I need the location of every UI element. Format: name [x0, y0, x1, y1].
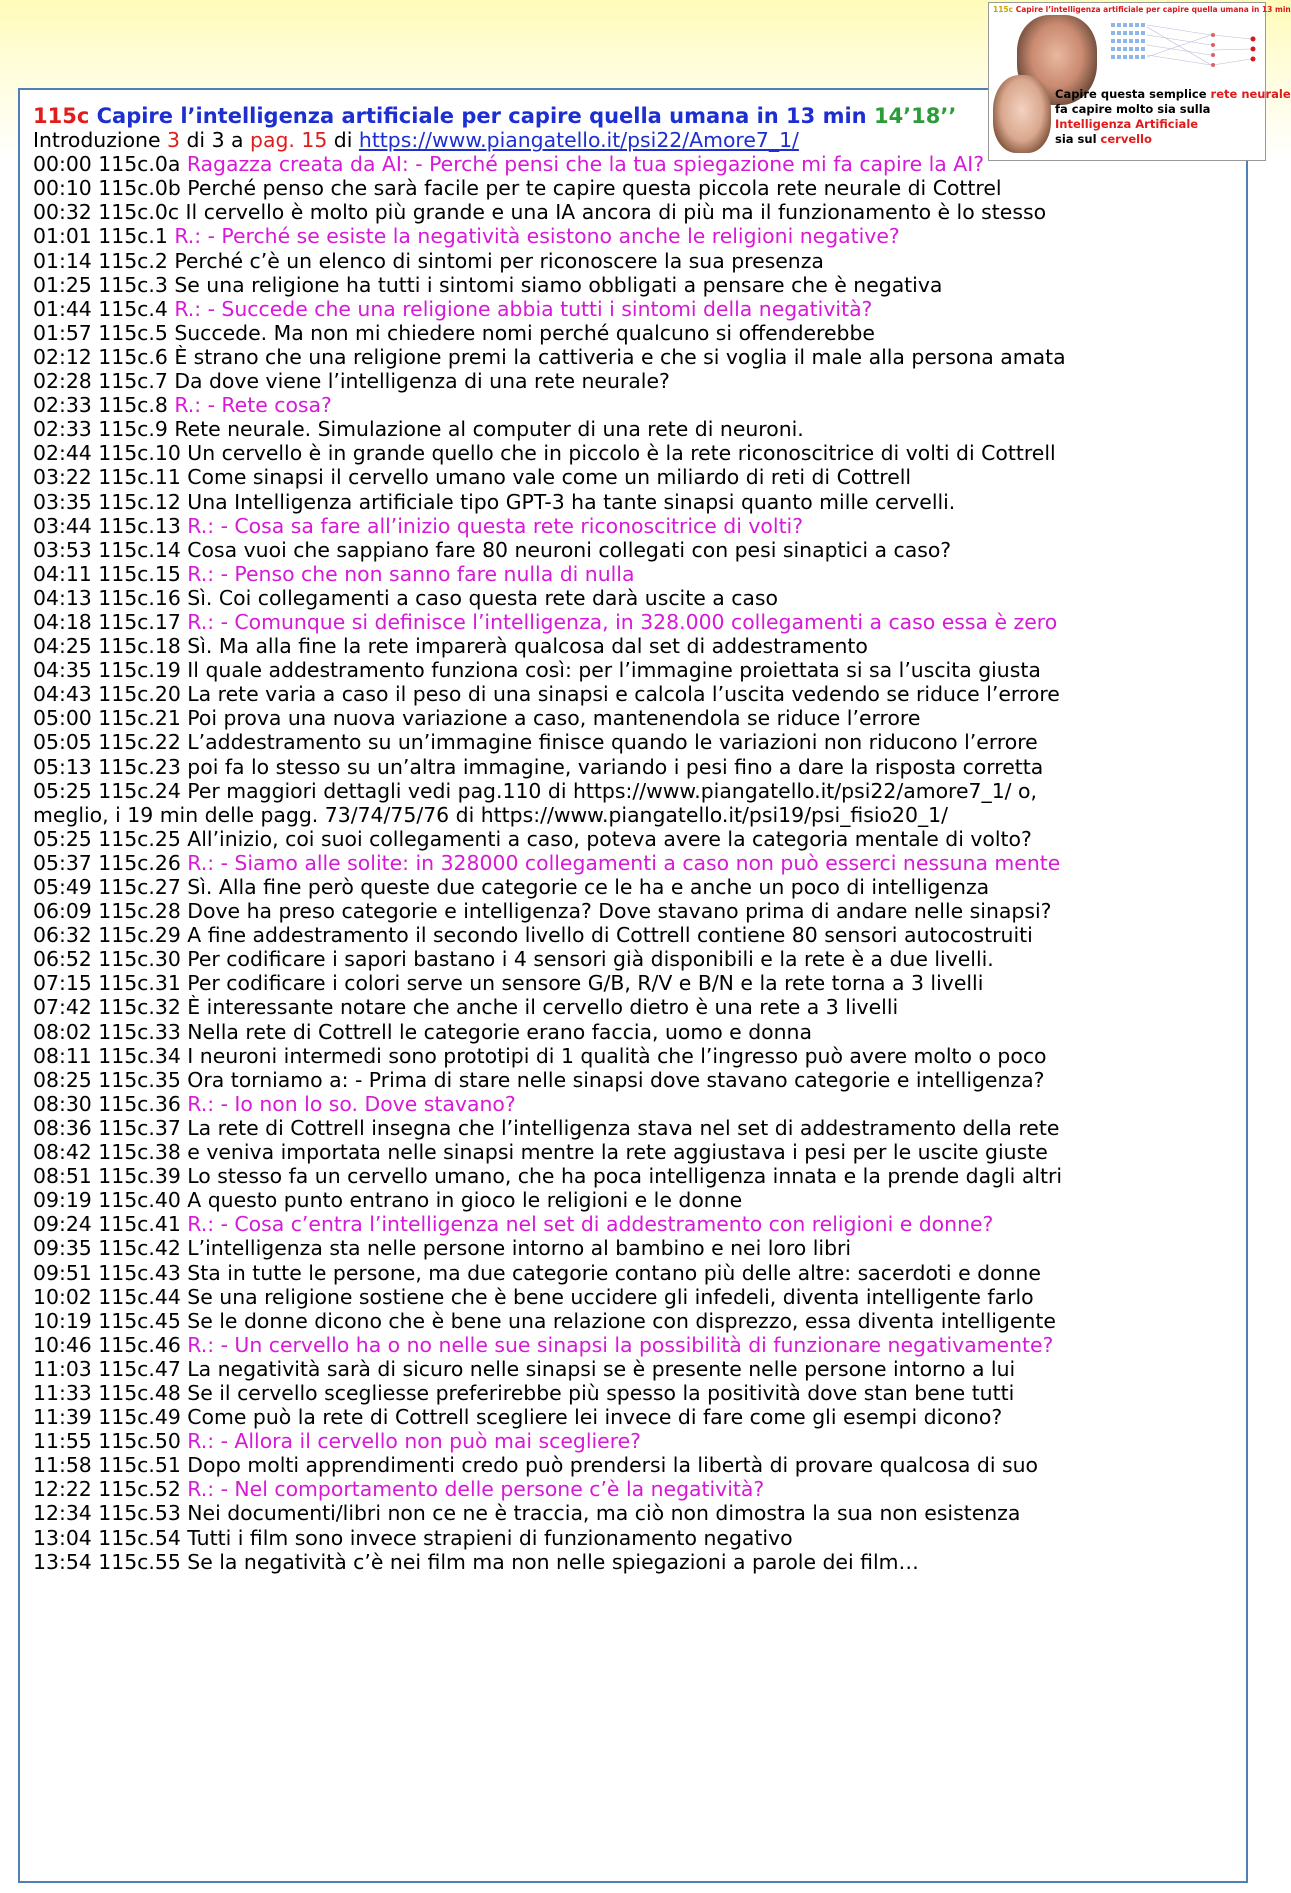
line-timestamp: 12:34 115c.53: [33, 1501, 188, 1526]
transcript-line: [33, 345, 1248, 369]
line-timestamp: 05:49 115c.27: [33, 875, 188, 899]
line-question: R.: - Penso che non sanno fare nulla di nulla: [187, 561, 635, 586]
line-timestamp: 02:12 115c.6: [33, 344, 175, 369]
transcript-line: [33, 1333, 1248, 1357]
transcript-line: [33, 152, 1248, 176]
line-timestamp: 08:42 115c.38: [33, 1140, 188, 1165]
line-timestamp: 03:22 115c.11: [33, 465, 188, 490]
line-answer: All’inizio, coi suoi collegamenti a caso, poteva avere la categoria mentale di volto?: [187, 826, 1032, 851]
line-answer: meglio, i 19 min delle pagg. 73/74/75/76 di https://www.piangatello.it/psi19/psi_fisio20_1/: [33, 802, 948, 827]
transcript-line: [33, 1357, 1248, 1381]
transcript-line: [33, 755, 1248, 779]
transcript-line: [33, 1285, 1248, 1309]
transcript-line: [33, 465, 1248, 489]
line-question: Ragazza creata da AI: - Perché pensi che la tua spiegazione mi fa capire la AI?: [186, 152, 985, 177]
transcript-line: [33, 1429, 1248, 1453]
transcript-line: [33, 923, 1248, 947]
line-timestamp: 13:04 115c.54: [33, 1525, 188, 1550]
transcript-line: [33, 1164, 1248, 1188]
line-answer: Poi prova una nuova variazione a caso, mantenendola se riduce l’errore: [187, 706, 921, 731]
line-timestamp: 10:02 115c.44: [33, 1284, 188, 1309]
line-answer: La rete varia a caso il peso di una sinapsi e calcola l’uscita vedendo se riduce l’errore: [187, 682, 1060, 707]
transcript-line: [33, 514, 1248, 538]
transcript-line: [33, 827, 1248, 851]
line-answer: Per codificare i colori serve un sensore G/B, R/V e B/N e la rete torna a 3 livelli: [187, 971, 984, 996]
line-timestamp: 08:25 115c.35: [33, 1067, 188, 1092]
transcript-line: [33, 1261, 1248, 1285]
line-timestamp: 01:57 115c.5: [33, 320, 175, 345]
line-timestamp: 13:54 115c.55: [33, 1549, 188, 1574]
line-answer: Da dove viene l’intelligenza di una rete neurale?: [174, 369, 670, 394]
line-answer: Tutti i film sono invece strapieni di funzionamento negativo: [187, 1525, 793, 1550]
transcript-line: [33, 730, 1248, 754]
line-question: R.: - Allora il cervello non può mai scegliere?: [187, 1429, 642, 1454]
line-answer: Rete neurale. Simulazione al computer di una rete di neuroni.: [174, 417, 804, 442]
line-answer: Nei documenti/libri non ce ne è traccia, ma ciò non dimostra la sua non esistenza: [187, 1501, 1021, 1526]
line-timestamp: 11:39 115c.49: [33, 1405, 188, 1430]
line-question: R.: - Un cervello ha o no nelle sue sinapsi la possibilità di funzionare negativamente?: [187, 1332, 1054, 1357]
line-question: R.: - Perché se esiste la negatività esistono anche le religioni negative?: [174, 224, 900, 249]
line-answer: Succede. Ma non mi chiedere nomi perché qualcuno si offenderebbe: [174, 320, 875, 345]
transcript-line: [33, 851, 1248, 875]
transcript-line: [33, 321, 1248, 345]
line-answer: Se la negatività c’è nei film ma non nelle spiegazioni a parole dei film…: [187, 1549, 919, 1574]
transcript-line: [33, 441, 1248, 465]
line-answer: Sì. Ma alla fine la rete imparerà qualcosa dal set di addestramento: [187, 634, 868, 659]
transcript-line: [33, 1044, 1248, 1068]
line-timestamp: 09:35 115c.42: [33, 1236, 188, 1261]
transcript-line: [33, 803, 1248, 827]
transcript-line: [33, 538, 1248, 562]
line-timestamp: 10:46 115c.46: [33, 1332, 188, 1357]
transcript-line: [33, 1068, 1248, 1092]
transcript-line: [33, 249, 1248, 273]
transcript-line: [33, 610, 1248, 634]
transcript-line: [33, 1550, 1248, 1574]
line-answer: Dopo molti apprendimenti credo può prendersi la libertà di provare qualcosa di suo: [187, 1453, 1038, 1478]
line-timestamp: 00:00 115c.0a: [33, 152, 187, 177]
transcript-line: [33, 1140, 1248, 1164]
transcript-line: [33, 899, 1248, 923]
line-timestamp: 01:01 115c.1: [33, 224, 175, 249]
line-answer: Se il cervello scegliesse preferirebbe più spesso la positività dove stan bene tutti: [187, 1380, 1015, 1405]
transcript-line: [33, 947, 1248, 971]
line-timestamp: 04:35 115c.19: [33, 658, 188, 683]
intro-line: [33, 128, 1248, 152]
line-timestamp: 04:18 115c.17: [33, 609, 188, 634]
transcript-line: [33, 417, 1248, 441]
line-question: R.: - Io non lo so. Dove stavano?: [187, 1091, 516, 1116]
line-timestamp: 01:25 115c.3: [33, 272, 175, 297]
transcript-line: [33, 1453, 1248, 1477]
line-timestamp: 04:25 115c.18: [33, 634, 188, 659]
page-title: [33, 104, 1248, 128]
line-question: R.: - Succede che una religione abbia tutti i sintomi della negatività?: [174, 296, 873, 321]
line-timestamp: 09:24 115c.41: [33, 1212, 188, 1237]
transcript-line: [33, 682, 1248, 706]
line-answer: È strano che una religione premi la cattiveria e che si voglia il male alla persona amata: [174, 344, 1066, 369]
title-text: Capire l’intelligenza artificiale per capire quella umana in 13 min: [96, 104, 867, 128]
line-timestamp: 06:09 115c.28: [33, 899, 188, 924]
transcript-line: [33, 971, 1248, 995]
line-answer: Lo stesso fa un cervello umano, che ha poca intelligenza innata e la prende dagli altri: [187, 1164, 1063, 1189]
transcript-line: [33, 1116, 1248, 1140]
intro-link[interactable]: https://www.piangatello.it/psi22/Amore7_1/: [358, 128, 799, 153]
transcript-lines: [33, 152, 1248, 1574]
line-timestamp: 02:44 115c.10: [33, 441, 188, 466]
transcript-line: [33, 490, 1248, 514]
transcript-line: [33, 1092, 1248, 1116]
line-timestamp: 04:13 115c.16: [33, 585, 188, 610]
thumbnail-title: 115c Capire l’intelligenza artificiale per capire quella umana in 13 min: [993, 5, 1291, 14]
line-timestamp: 05:05 115c.22: [33, 730, 188, 755]
transcript-line: [33, 297, 1248, 321]
line-answer: Nella rete di Cottrell le categorie erano faccia, uomo e donna: [187, 1019, 812, 1044]
line-timestamp: 01:14 115c.2: [33, 248, 175, 273]
line-question: R.: - Cosa sa fare all’inizio questa rete riconoscitrice di volti?: [187, 513, 804, 538]
line-timestamp: 09:51 115c.43: [33, 1260, 188, 1285]
line-answer: A fine addestramento il secondo livello di Cottrell contiene 80 sensori autocostruiti: [187, 923, 1033, 948]
title-code: 115c: [33, 104, 90, 128]
transcript-line: [33, 875, 1248, 899]
line-answer: La negatività sarà di sicuro nelle sinapsi se è presente nelle persone intorno a lui: [187, 1356, 1016, 1381]
transcript-line: [33, 273, 1248, 297]
transcript-line: [33, 393, 1248, 417]
transcript-line: [33, 1236, 1248, 1260]
line-answer: Se una religione ha tutti i sintomi siamo obbligati a pensare che è negativa: [174, 272, 943, 297]
transcript-line: [33, 706, 1248, 730]
line-timestamp: 08:36 115c.37: [33, 1115, 188, 1140]
transcript-line: [33, 562, 1248, 586]
line-timestamp: 07:42 115c.32: [33, 995, 188, 1020]
line-answer: Come sinapsi il cervello umano vale come un miliardo di reti di Cottrell: [187, 465, 912, 490]
line-timestamp: 08:30 115c.36: [33, 1091, 188, 1116]
line-timestamp: 11:03 115c.47: [33, 1356, 188, 1381]
line-timestamp: 08:51 115c.39: [33, 1164, 188, 1189]
thumbnail-network-diagram: [1101, 15, 1265, 93]
transcript-line: [33, 1477, 1248, 1501]
transcript: [33, 104, 1248, 1574]
line-timestamp: 02:33 115c.8: [33, 393, 175, 418]
line-answer: Sta in tutte le persone, ma due categorie contano più delle altre: sacerdoti e donne: [187, 1260, 1041, 1285]
line-timestamp: 10:19 115c.45: [33, 1308, 188, 1333]
intro-number: 3: [167, 128, 180, 153]
intro-page: pag. 15: [250, 128, 328, 153]
line-timestamp: 00:32 115c.0c: [33, 200, 186, 225]
line-timestamp: 02:28 115c.7: [33, 369, 175, 394]
line-timestamp: 03:53 115c.14: [33, 537, 188, 562]
line-answer: Il quale addestramento funziona così: per l’immagine proiettata si sa l’uscita giusta: [187, 658, 1041, 683]
line-question: R.: - Cosa c’entra l’intelligenza nel set di addestramento con religioni e donne?: [187, 1212, 994, 1237]
line-timestamp: 11:33 115c.48: [33, 1380, 188, 1405]
title-duration: 14’18’’: [873, 104, 957, 128]
line-answer: Per codificare i sapori bastano i 4 sensori già disponibili e la rete è a due livelli.: [187, 947, 994, 972]
intro-di: di: [333, 128, 353, 153]
line-answer: Un cervello è in grande quello che in piccolo è la rete riconoscitrice di volti di Cottrell: [187, 441, 1056, 466]
transcript-line: [33, 176, 1248, 200]
transcript-line: [33, 1381, 1248, 1405]
thumbnail-caption: Capire questa semplice rete neurale fa capire molto sia sulla Intelligenza Artificiale sia sul cervello: [1055, 87, 1291, 146]
intro-prefix: Introduzione: [33, 128, 161, 153]
line-question: R.: - Siamo alle solite: in 328000 collegamenti a caso non può esserci nessuna mente: [187, 850, 1061, 875]
transcript-line: [33, 995, 1248, 1019]
line-timestamp: 03:35 115c.12: [33, 489, 188, 514]
transcript-line: [33, 1188, 1248, 1212]
line-answer: Dove ha preso categorie e intelligenza? Dove stavano prima di andare nelle sinapsi?: [187, 899, 1052, 924]
transcript-line: [33, 1212, 1248, 1236]
line-answer: Sì. Alla fine però queste due categorie ce le ha e anche un poco di intelligenza: [187, 875, 990, 899]
transcript-line: [33, 1501, 1248, 1525]
line-answer: Se una religione sostiene che è bene uccidere gli infedeli, diventa intelligente farlo: [187, 1284, 1034, 1309]
transcript-line: [33, 224, 1248, 248]
line-question: R.: - Rete cosa?: [174, 393, 332, 418]
line-answer: Sì. Coi collegamenti a caso questa rete darà uscite a caso: [187, 585, 778, 610]
line-answer: Per maggiori dettagli vedi pag.110 di https://www.piangatello.it/psi22/amore7_1/ o,: [187, 778, 1037, 803]
transcript-line: [33, 1309, 1248, 1333]
transcript-line: [33, 1526, 1248, 1550]
transcript-line: [33, 200, 1248, 224]
line-timestamp: 04:11 115c.15: [33, 561, 188, 586]
line-timestamp: 04:43 115c.20: [33, 682, 188, 707]
line-timestamp: 06:32 115c.29: [33, 923, 188, 948]
line-answer: Ora torniamo a: - Prima di stare nelle sinapsi dove stavano categorie e intelligenza?: [187, 1067, 1045, 1092]
line-answer: La rete di Cottrell insegna che l’intelligenza stava nel set di addestramento della rete: [187, 1115, 1060, 1140]
line-answer: Come può la rete di Cottrell scegliere lei invece di fare come gli esempi dicono?: [187, 1405, 1003, 1430]
transcript-line: [33, 369, 1248, 393]
transcript-line: [33, 586, 1248, 610]
line-timestamp: 11:55 115c.50: [33, 1429, 188, 1454]
line-timestamp: 12:22 115c.52: [33, 1477, 188, 1502]
line-question: R.: - Comunque si definisce l’intelligenza, in 328.000 collegamenti a caso essa è zero: [187, 609, 1058, 634]
line-answer: Perché penso che sarà facile per te capire questa piccola rete neurale di Cottrel: [187, 176, 1002, 201]
line-timestamp: 01:44 115c.4: [33, 296, 175, 321]
line-timestamp: 05:25 115c.24: [33, 778, 188, 803]
transcript-line: [33, 1020, 1248, 1044]
line-answer: A questo punto entrano in gioco le religioni e le donne: [187, 1188, 743, 1213]
line-timestamp: 05:37 115c.26: [33, 850, 188, 875]
line-answer: Cosa vuoi che sappiano fare 80 neuroni collegati con pesi sinaptici a caso?: [187, 537, 952, 562]
line-timestamp: 00:10 115c.0b: [33, 176, 188, 201]
line-timestamp: 08:11 115c.34: [33, 1043, 188, 1068]
line-timestamp: 05:13 115c.23: [33, 754, 188, 779]
line-answer: È interessante notare che anche il cervello dietro è una rete a 3 livelli: [187, 995, 899, 1020]
line-answer: e veniva importata nelle sinapsi mentre la rete aggiustava i pesi per le uscite giuste: [187, 1140, 1048, 1165]
line-timestamp: 09:19 115c.40: [33, 1188, 188, 1213]
transcript-line: [33, 1405, 1248, 1429]
line-timestamp: 05:25 115c.25: [33, 826, 188, 851]
line-timestamp: 02:33 115c.9: [33, 417, 175, 442]
transcript-line: [33, 779, 1248, 803]
line-answer: L’intelligenza sta nelle persone intorno al bambino e nei loro libri: [187, 1236, 852, 1261]
line-timestamp: 07:15 115c.31: [33, 971, 188, 996]
line-timestamp: 03:44 115c.13: [33, 513, 188, 538]
line-timestamp: 06:52 115c.30: [33, 947, 188, 972]
transcript-line: [33, 634, 1248, 658]
line-timestamp: 11:58 115c.51: [33, 1453, 188, 1478]
line-timestamp: 08:02 115c.33: [33, 1019, 188, 1044]
line-answer: Una Intelligenza artificiale tipo GPT-3 ha tante sinapsi quanto mille cervelli.: [187, 489, 956, 514]
transcript-line: [33, 658, 1248, 682]
line-answer: poi fa lo stesso su un’altra immagine, variando i pesi fino a dare la risposta corretta: [187, 754, 1044, 779]
line-answer: I neuroni intermedi sono prototipi di 1 qualità che l’ingresso può avere molto o poco: [187, 1043, 1047, 1068]
line-timestamp: 05:00 115c.21: [33, 706, 188, 731]
line-answer: L’addestramento su un’immagine finisce quando le variazioni non riducono l’errore: [187, 730, 1038, 755]
line-question: R.: - Nel comportamento delle persone c’è la negatività?: [187, 1477, 765, 1502]
line-answer: Il cervello è molto più grande e una IA ancora di più ma il funzionamento è lo stesso: [185, 200, 1047, 225]
line-answer: Perché c’è un elenco di sintomi per riconoscere la sua presenza: [174, 248, 824, 273]
intro-mid: di 3 a: [186, 128, 244, 153]
line-answer: Se le donne dicono che è bene una relazione con disprezzo, essa diventa intelligente: [187, 1308, 1056, 1333]
